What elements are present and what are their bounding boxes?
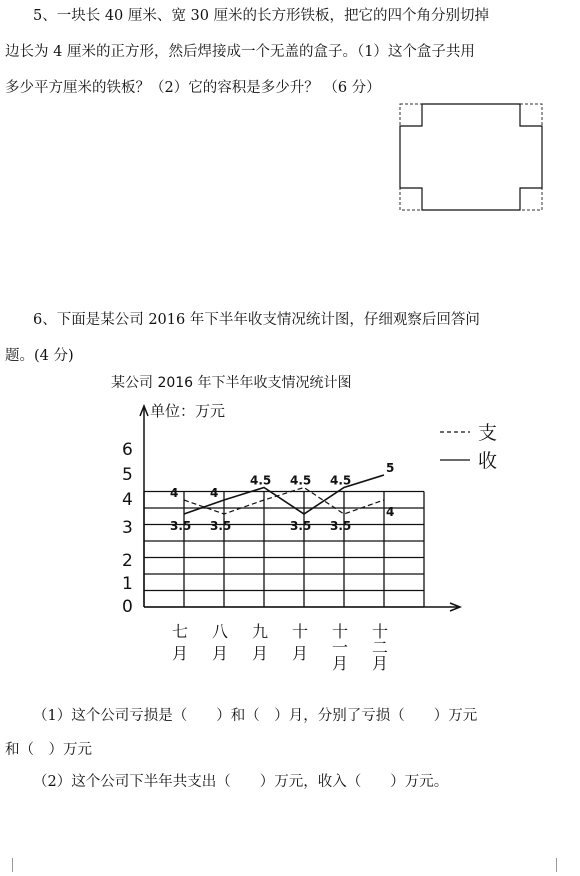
data-labels xyxy=(170,461,394,533)
x-tick-label: 十 xyxy=(331,622,349,641)
y-tick-label: 0 xyxy=(122,597,133,617)
x-tick-labels xyxy=(172,622,388,673)
data-label: 4 xyxy=(386,505,395,519)
data-label: 4.5 xyxy=(330,473,352,488)
x-tick-label: 九 xyxy=(251,622,269,641)
x-tick-label: 一 xyxy=(331,638,349,657)
chart-legend xyxy=(440,422,497,472)
question1-line2: 和（ ）万元 xyxy=(5,742,92,758)
x-tick-label: 十 xyxy=(371,622,389,641)
x-tick-label: 七 xyxy=(171,622,189,641)
data-label: 3.5 xyxy=(210,519,232,533)
chart-grid xyxy=(144,492,424,608)
y-tick-label: 6 xyxy=(122,440,133,460)
problem6-line1: 6、下面是某公司 2016 年下半年收支情况统计图，仔细观察后回答问 xyxy=(33,312,480,328)
y-tick-label: 5 xyxy=(122,465,133,485)
data-label: 4.5 xyxy=(290,473,312,488)
x-tick-label: 八 xyxy=(211,622,229,641)
data-label: 3.5 xyxy=(290,519,312,533)
data-label: 4.5 xyxy=(250,473,272,488)
data-label: 4 xyxy=(210,486,219,500)
question2: （2）这个公司下半年共支出（ ）万元，收入（ ）万元。 xyxy=(33,774,449,790)
y-tick-labels xyxy=(122,440,133,617)
x-tick-label: 月 xyxy=(171,644,189,663)
problem5-line1: 5、一块长 40 厘米、宽 30 厘米的长方形铁板，把它的四个角分别切掉 xyxy=(33,8,490,24)
x-tick-label: 月 xyxy=(291,644,309,663)
cut-corner-figure xyxy=(392,100,550,216)
legend-expense-label: 支 xyxy=(478,422,498,444)
question1-line1: （1）这个公司亏损是（ ）和（ ）月，分别了亏损（ ）万元 xyxy=(33,708,478,724)
problem6-line2: 题。(4 分) xyxy=(5,348,74,364)
data-label: 5 xyxy=(386,461,395,475)
x-tick-label: 二 xyxy=(371,638,389,657)
footer-mark-left xyxy=(12,858,13,872)
chart-title: 某公司 2016 年下半年收支情况统计图 xyxy=(111,375,352,391)
x-tick-label: 月 xyxy=(371,654,389,673)
y-tick-label: 3 xyxy=(122,518,133,538)
unit-label: 单位：万元 xyxy=(150,402,226,420)
problem5-line2: 边长为 4 厘米的正方形，然后焊接成一个无盖的盒子。（1）这个盒子共用 xyxy=(5,44,475,60)
data-label: 4 xyxy=(170,486,179,500)
y-tick-label: 4 xyxy=(122,490,133,510)
problem5-line3: 多少平方厘米的铁板？（2）它的容积是多少升？ （6 分） xyxy=(5,80,381,96)
legend-income-label: 收 xyxy=(478,450,498,472)
data-label: 3.5 xyxy=(170,519,192,533)
x-tick-label: 月 xyxy=(251,644,269,663)
cut-shape-outline xyxy=(400,104,542,210)
y-tick-label: 2 xyxy=(122,551,133,571)
x-tick-label: 月 xyxy=(211,644,229,663)
y-tick-label: 1 xyxy=(122,574,133,594)
x-tick-label: 月 xyxy=(331,654,349,673)
x-tick-label: 十 xyxy=(291,622,309,641)
outer-sheet-outline xyxy=(400,104,542,210)
line-chart xyxy=(0,370,580,680)
data-label: 3.5 xyxy=(330,519,352,533)
footer-mark-right xyxy=(556,858,557,872)
